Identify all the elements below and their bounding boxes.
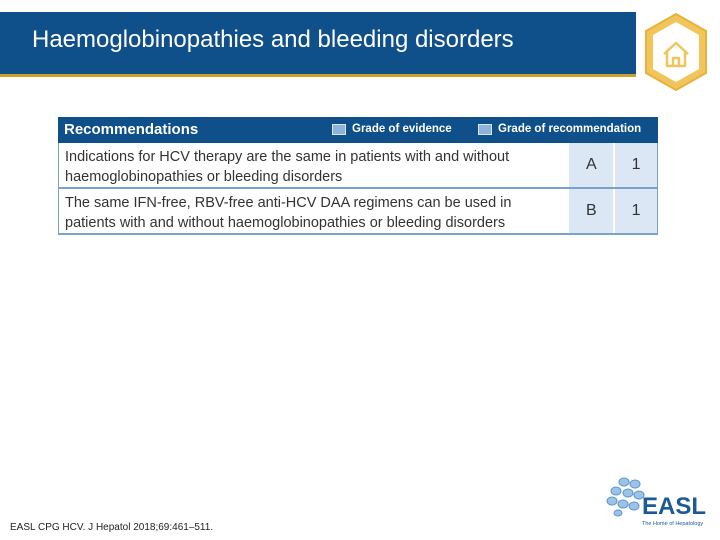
logo-text: EASL: [642, 493, 707, 520]
grade-of-recommendation: 1: [613, 143, 657, 187]
recommendations-table: [58, 117, 658, 235]
legend-grade-recommendation: [478, 123, 641, 135]
legend-swatch-icon: [478, 124, 492, 135]
citation: EASL CPG HCV. J Hepatol 2018;69:461–511.: [10, 522, 214, 533]
legend-recommendation-label: Grade of recommendation: [498, 123, 642, 135]
legend-swatch-icon: [332, 124, 346, 135]
page-title: Haemoglobinopathies and bleeding disorders: [32, 26, 514, 53]
table-header: [58, 117, 658, 143]
legend-grade-evidence: [332, 123, 452, 135]
grade-of-recommendation: 1: [613, 189, 657, 233]
legend-evidence-label: Grade of evidence: [352, 123, 452, 135]
home-button[interactable]: [640, 10, 712, 94]
table-row: [58, 189, 658, 235]
grade-of-evidence: B: [568, 189, 613, 233]
table-row: [58, 143, 658, 189]
home-icon: [640, 10, 712, 94]
header-bar: [0, 12, 636, 77]
recommendation-text: Indications for HCV therapy are the same in patients with and without haemoglobinopathies or bleeding disorders: [65, 149, 510, 185]
table-header-label: Recommendations: [64, 121, 199, 138]
recommendation-text: The same IFN-free, RBV-free anti-HCV DAA regimens can be used in patients with and without haemoglobinopathies or bleeding disorders: [65, 195, 512, 231]
easl-logo: [604, 474, 712, 530]
grade-of-evidence: A: [568, 143, 613, 187]
logo-tagline: The Home of Hepatology: [642, 521, 704, 527]
